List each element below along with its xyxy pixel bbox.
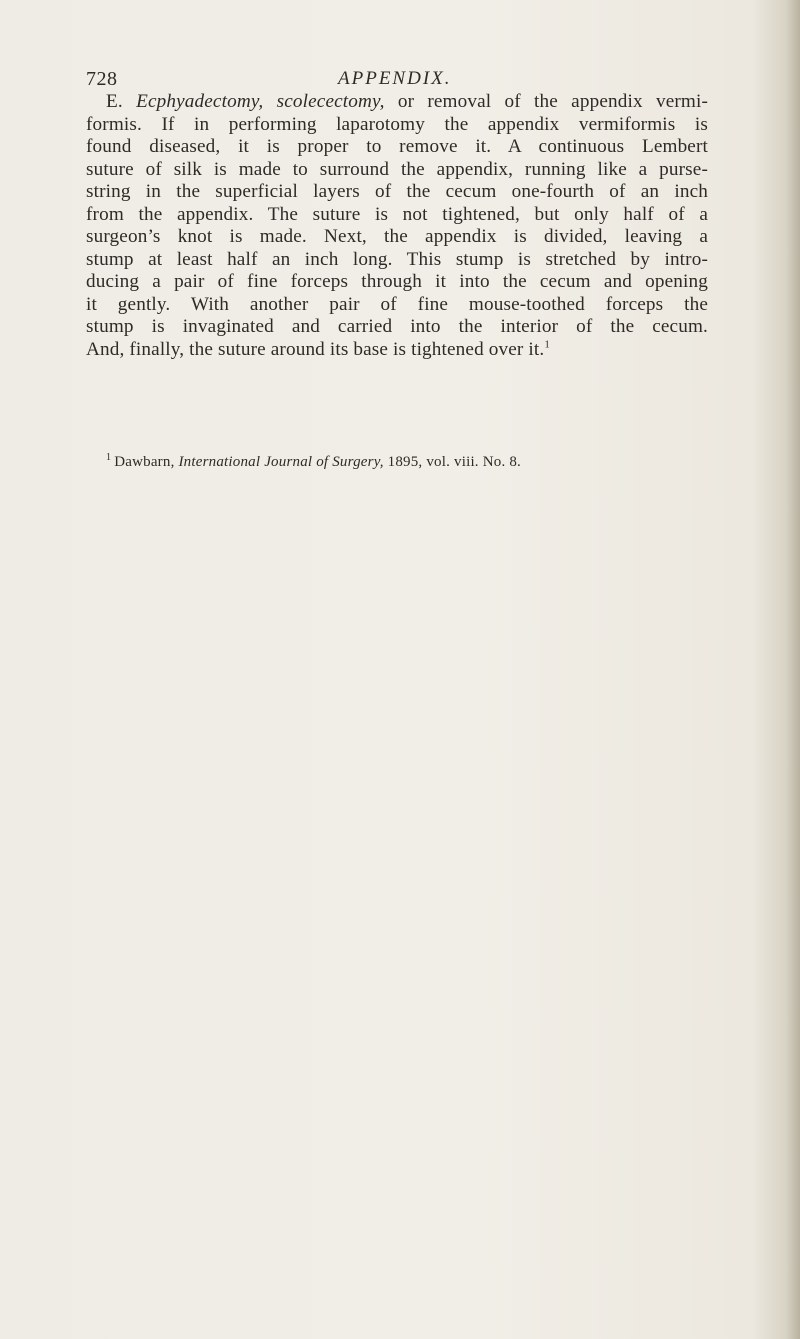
footnote — [106, 454, 521, 471]
text-line: from the appendix. The suture is not tightened, but only half of a — [86, 203, 708, 225]
text-line: suture of silk is made to surround the appendix, running like a purse- — [86, 158, 708, 180]
body-paragraph — [86, 91, 708, 361]
text-line: it gently. With another pair of fine mouse-toothed forceps the — [86, 293, 708, 315]
text-line: string in the superficial layers of the cecum one-fourth of an inch — [86, 181, 708, 202]
text-line: stump is invaginated and carried into the interior of the cecum. — [86, 316, 708, 337]
text-line: stump at least half an inch long. This stump is stretched by intro- — [86, 248, 708, 270]
footnote-marker: 1 — [106, 452, 112, 463]
running-title: APPENDIX. — [338, 68, 452, 89]
text-line: ducing a pair of fine forceps through it into the cecum and opening — [86, 271, 708, 292]
text-line — [86, 339, 708, 362]
text-line: found diseased, it is proper to remove it. A continuous Lembert — [86, 136, 708, 157]
page-edge-shadow — [786, 0, 800, 1339]
italic-term: Ecphyadectomy, scolecectomy, — [136, 91, 385, 112]
footnote-author: Dawbarn, — [114, 454, 179, 470]
text-line: surgeon’s knot is made. Next, the appendix is divided, leaving a — [86, 226, 708, 247]
page-number: 728 — [86, 68, 118, 90]
footnote-journal: International Journal of Surgery, — [178, 454, 384, 470]
text-line: formis. If in performing laparotomy the appendix vermiformis is — [86, 113, 708, 135]
text-line — [86, 91, 708, 114]
line-text: E. — [106, 91, 137, 112]
footnote-reference: 1 — [544, 338, 550, 351]
line-text: And, finally, the suture around its base is tightened over it. — [86, 338, 545, 360]
line-text: or removal of the appendix vermi- — [384, 91, 709, 112]
footnote-details: 1895, vol. viii. No. 8. — [383, 454, 521, 470]
